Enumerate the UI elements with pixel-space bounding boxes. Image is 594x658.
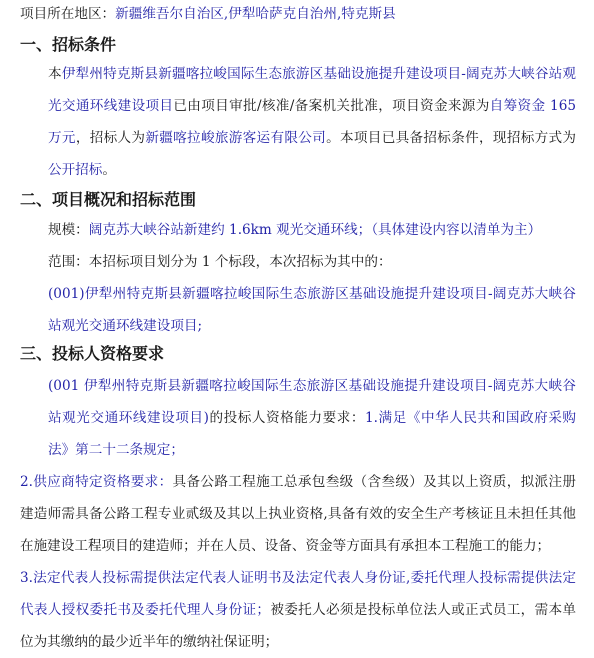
- lot-description: (001)伊犁州特克斯县新疆喀拉峻国际生态旅游区基础设施提升建设项目-阔克苏大峡谷站观光交通环线建设项目;: [48, 286, 576, 334]
- project-name: 伊犁州特克斯县新疆喀拉峻国际生态旅游区基础设施提升建设项目-阔克苏大峡谷站观光交通环线建设项目: [48, 66, 577, 114]
- scale-line: 规模：阔克苏大峡谷站新建约 1.6km 观光交通环线；（具体建设内容以清单为主）: [48, 222, 542, 238]
- scope-line: 范围：本招标项目划分为 1 个标段，本次招标为其中的：: [48, 254, 392, 270]
- location-line: [20, 2, 576, 26]
- section2-heading: 二、项目概况和招标范围: [20, 190, 197, 209]
- tender-conditions-paragraph: 本伊犁州特克斯县新疆喀拉峻国际生态旅游区基础设施提升建设项目-阔克苏大峡谷站观光交通环线建设项目已由项目审批/核准/备案机关批准，项目资金来源为自筹资金 165 万元，招标人为新疆喀拉峻旅游客运有限公司。本项目已具备招标条件，现招标方式为公开招标。: [48, 66, 577, 178]
- location-label: 项目所在地区：: [20, 6, 116, 22]
- requirement-intro: (001 伊犁州特克斯县新疆喀拉峻国际生态旅游区基础设施提升建设项目-阔克苏大峡谷站观光交通环线建设项目)的投标人资格能力要求：1.满足《中华人民共和国政府采购法》第二十二条规定；: [48, 378, 577, 458]
- section2-body: [20, 214, 576, 342]
- section1-body: [20, 58, 576, 186]
- requirement-3: 3.法定代表人投标需提供法定代表人证明书及法定代表人身份证,委托代理人投标需提供法定代表人授权委托书及委托代理人身份证；被委托人必须是投标单位法人或正式员工，需本单位为其缴纳的最少近半年的缴纳社保证明；: [20, 570, 577, 650]
- tenderer-name: 新疆喀拉峻旅游客运有限公司: [145, 130, 327, 146]
- tender-method: 公开招标: [48, 162, 103, 178]
- location-value: 新疆维吾尔自治区,伊犁哈萨克自治州,特克斯县: [115, 6, 396, 22]
- section1-heading: 一、招标条件: [20, 35, 117, 54]
- requirement-2: 2.供应商特定资格要求：具备公路工程施工总承包叁级（含叁级）及其以上资质，拟派注册建造师需具备公路工程专业贰级及其以上执业资格,具备有效的安全生产考核证且未担任其他在施建设工程项目的建造师；并在人员、设备、资金等方面具有承担本工程施工的能力；: [20, 474, 576, 554]
- section3-heading: 三、投标人资格要求: [20, 344, 165, 363]
- scale-value: 阔克苏大峡谷站新建约 1.6km 观光交通环线；（具体建设内容以清单为主）: [88, 222, 542, 238]
- funding-source: 自筹资金 165 万元: [48, 98, 576, 146]
- section3-body: [20, 370, 576, 658]
